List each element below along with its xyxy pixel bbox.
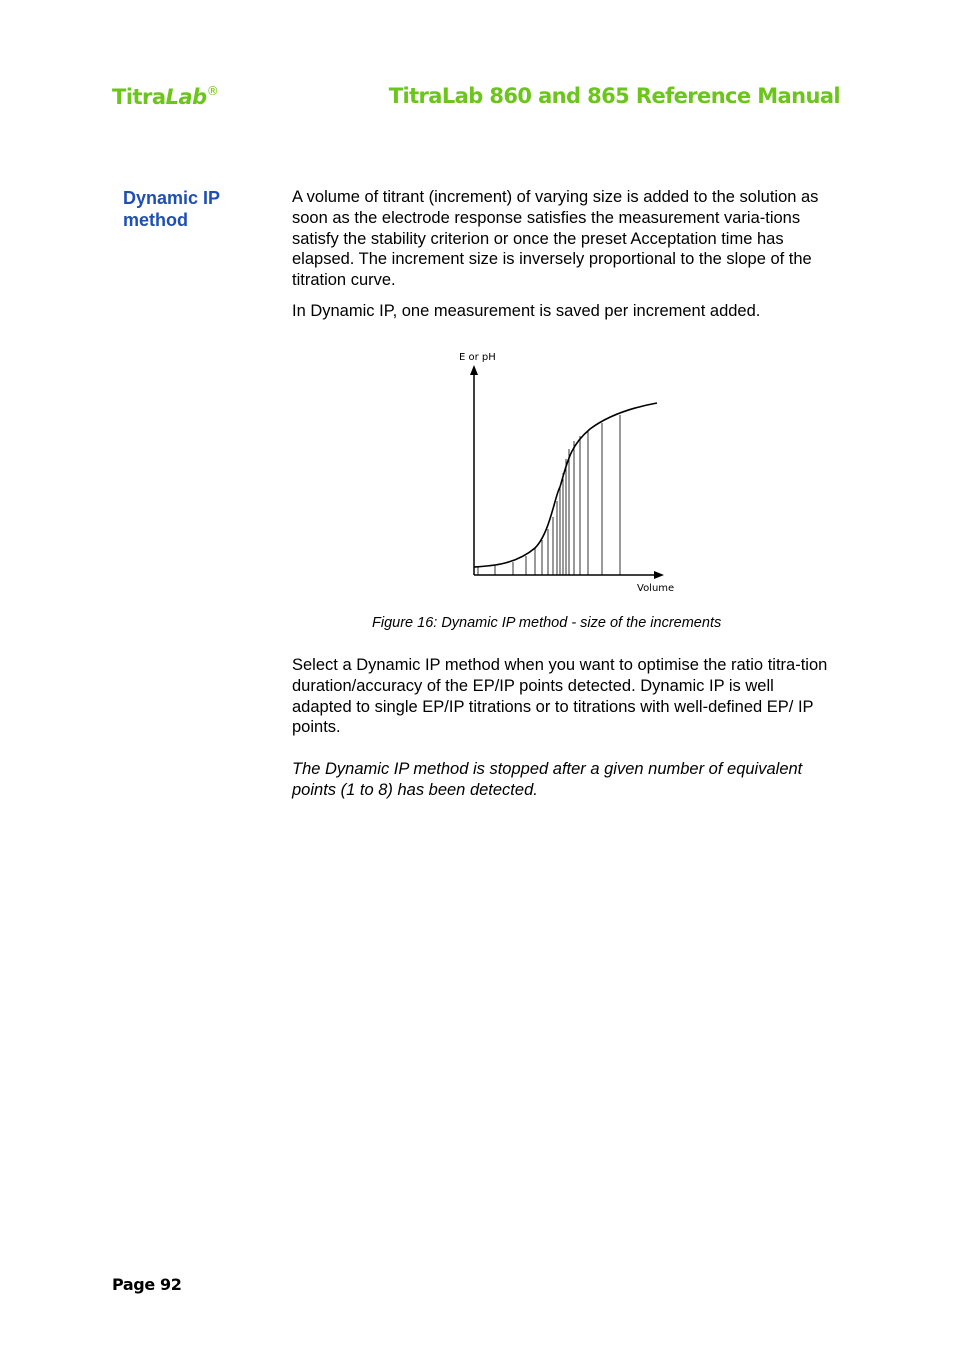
- paragraph-increment-description: A volume of titrant (increment) of varying size is added to the solution as soon as the electrode response satisfies the measurement varia-tions satisfy the stability criterion or once the preset Acceptation time has elapsed. The increment size is inversely proportional to the slope of the titration curve.: [292, 188, 819, 290]
- page-number: Page 92: [112, 1275, 182, 1294]
- brand-logo: [112, 84, 218, 109]
- increment-lines: [478, 415, 620, 575]
- x-axis-arrow: [654, 571, 664, 579]
- titration-curve-figure: [450, 345, 690, 600]
- paragraph-measurement-note: In Dynamic IP, one measurement is saved per increment added.: [292, 302, 761, 320]
- brand-prefix: Titra: [112, 85, 166, 109]
- x-axis-label: Volume: [637, 583, 675, 594]
- y-axis-arrow: [470, 365, 478, 375]
- paragraph-usage: Select a Dynamic IP method when you want to optimise the ratio titra-tion duration/accuracy of the EP/IP points detected. Dynamic IP is well adapted to single EP/IP titrations or to titrations with well-defined EP/ IP points.: [292, 656, 828, 737]
- section-heading: Dynamic IP method: [123, 188, 220, 230]
- figure-caption: Figure 16: Dynamic IP method - size of the increments: [372, 615, 722, 631]
- manual-title: TitraLab 860 and 865 Reference Manual: [388, 84, 840, 108]
- titration-curve: [474, 403, 657, 567]
- registered-mark: ®: [206, 84, 219, 98]
- paragraph-stop-condition: The Dynamic IP method is stopped after a given number of equivalent points (1 to 8) has been detected.: [292, 760, 803, 799]
- brand-suffix: Lab: [165, 85, 207, 109]
- y-axis-label: E or pH: [459, 352, 496, 363]
